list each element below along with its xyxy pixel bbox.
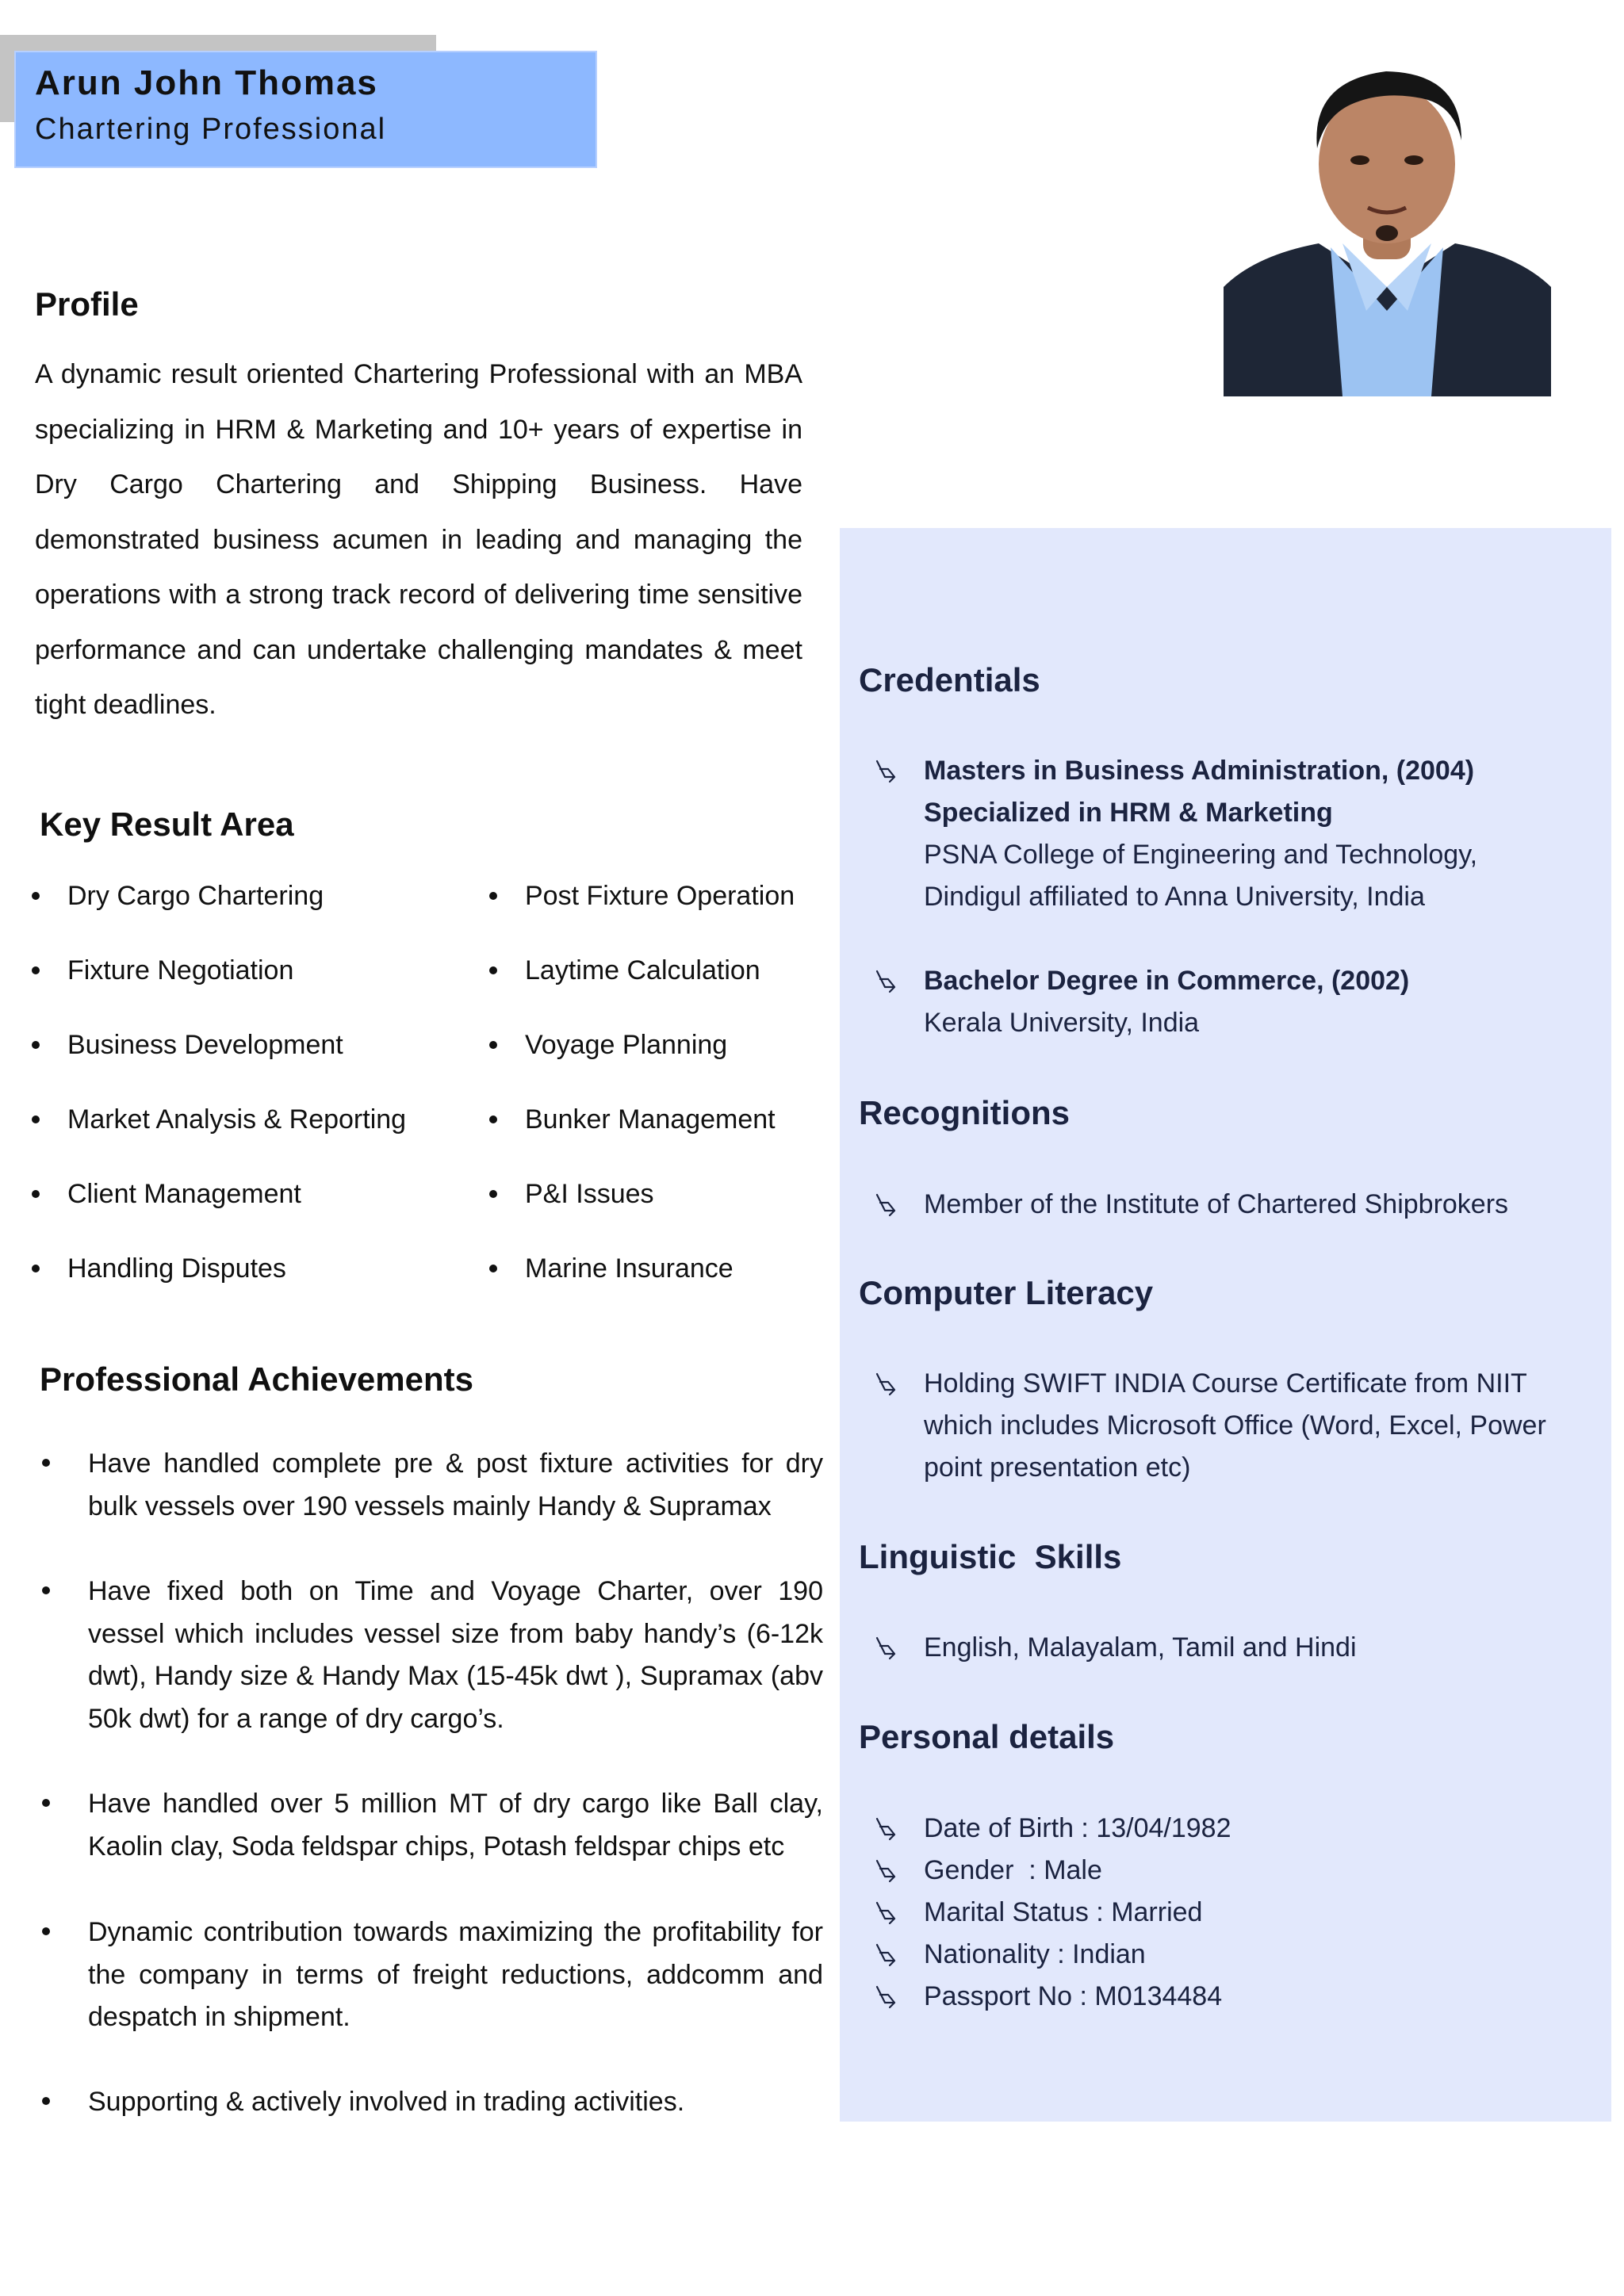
- mba-specialization: Specialized in HRM & Marketing: [924, 798, 1333, 828]
- bullet-icon: [32, 1265, 40, 1272]
- languages-item: English, Malayalam, Tamil and Hindi: [924, 1632, 1357, 1663]
- candidate-name: Arun John Thomas: [35, 63, 378, 102]
- marital-status: Marital Status : Married: [924, 1897, 1203, 1927]
- bullet-icon: [42, 1927, 50, 1935]
- recognitions-heading: Recognitions: [859, 1094, 1071, 1131]
- mba-university: Dindigul affiliated to Anna University, India: [924, 882, 1425, 912]
- person-portrait-icon: [1224, 49, 1551, 396]
- passport-number: Passport No : M0134484: [924, 1981, 1223, 2011]
- bullet-icon: [32, 1041, 40, 1049]
- nationality: Nationality : Indian: [924, 1939, 1146, 1969]
- check-arrow-icon: [872, 1635, 899, 1662]
- kra-item: [489, 1253, 822, 1284]
- check-arrow-icon: [872, 1900, 899, 1927]
- gender: Gender : Male: [924, 1855, 1102, 1885]
- achievement-item: Supporting & actively involved in trading activities.: [88, 2087, 685, 2117]
- achievement-item: Dynamic contribution towards maximizing the profitability for the company in terms of freight reductions, addcomm and despatch in shipment.: [88, 1917, 823, 2032]
- bullet-icon: [42, 1459, 50, 1467]
- profile-text: A dynamic result oriented Chartering Professional with an MBA specializing in HRM & Marketing and 10+ years of expertise in Dry Cargo Chartering and Shipping Business. Have demonstrated business acumen in leading and managing the operations with a strong track record of delivering time sensitive performance and can undertake challenging mandates & meet tight deadlines.: [35, 359, 802, 720]
- kra-item: [32, 1178, 476, 1210]
- bullet-icon: [489, 966, 497, 974]
- computer-literacy-line: which includes Microsoft Office (Word, Excel, Power: [924, 1410, 1546, 1441]
- kra-item-label: Post Fixture Operation: [525, 881, 795, 911]
- mba-degree: Masters in Business Administration, (2004): [924, 756, 1475, 786]
- credentials-heading: Credentials: [859, 661, 1040, 698]
- mba-college: PSNA College of Engineering and Technology,: [924, 840, 1478, 870]
- kra-item-label: Voyage Planning: [525, 1030, 728, 1060]
- bullet-icon: [42, 1799, 50, 1807]
- kra-item-label: Business Development: [67, 1030, 343, 1060]
- kra-item: [489, 1178, 822, 1210]
- kra-item: [32, 1029, 476, 1061]
- achievement-item: Have fixed both on Time and Voyage Charter, over 190 vessel which includes vessel size from baby handy’s (6-12k dwt), Handy size & Handy Max (15-45k dwt ), Supramax (abv 50k dwt) for a range of dry cargo’s.: [88, 1576, 823, 1734]
- kra-item-label: Bunker Management: [525, 1104, 776, 1135]
- check-arrow-icon: [872, 968, 899, 995]
- computer-literacy-line: Holding SWIFT INDIA Course Certificate from NIIT: [924, 1368, 1527, 1399]
- personal-details-heading: Personal details: [859, 1718, 1115, 1755]
- achievement-item: Have handled complete pre & post fixture activities for dry bulk vessels over 190 vessels mainly Handy & Supramax: [88, 1448, 823, 1521]
- kra-item: [32, 1253, 476, 1284]
- check-arrow-icon: [872, 758, 899, 785]
- bullet-icon: [42, 1586, 50, 1594]
- kra-item: [489, 1104, 822, 1135]
- linguistic-skills-heading: Linguistic Skills: [859, 1538, 1122, 1575]
- bullet-icon: [42, 2097, 50, 2105]
- kra-item-label: Market Analysis & Reporting: [67, 1104, 407, 1135]
- bullet-icon: [489, 1265, 497, 1272]
- recognition-item: Member of the Institute of Chartered Shipbrokers: [924, 1189, 1509, 1219]
- check-arrow-icon: [872, 1942, 899, 1969]
- kra-item: [32, 1104, 476, 1135]
- bullet-icon: [489, 892, 497, 900]
- bullet-icon: [32, 966, 40, 974]
- kra-item-label: Marine Insurance: [525, 1253, 733, 1284]
- check-arrow-icon: [872, 1816, 899, 1843]
- check-arrow-icon: [872, 1984, 899, 2011]
- achievement-item: Have handled over 5 million MT of dry cargo like Ball clay, Kaolin clay, Soda feldspar chips, Potash feldspar chips etc: [88, 1789, 823, 1862]
- kra-item-label: Fixture Negotiation: [67, 955, 294, 985]
- bcom-degree: Bachelor Degree in Commerce, (2002): [924, 966, 1410, 996]
- check-arrow-icon: [872, 1371, 899, 1398]
- bcom-university: Kerala University, India: [924, 1008, 1200, 1038]
- kra-item-label: Laytime Calculation: [525, 955, 760, 985]
- kra-item: [489, 880, 822, 912]
- kra-item-label: P&I Issues: [525, 1179, 654, 1209]
- kra-item: [489, 955, 822, 986]
- kra-item: [489, 1029, 822, 1061]
- bullet-icon: [32, 1115, 40, 1123]
- achievements-heading: Professional Achievements: [40, 1360, 473, 1398]
- candidate-title: Chartering Professional: [35, 113, 387, 146]
- kra-item-label: Handling Disputes: [67, 1253, 286, 1284]
- check-arrow-icon: [872, 1192, 899, 1219]
- kra-item: [32, 955, 476, 986]
- computer-literacy-heading: Computer Literacy: [859, 1274, 1154, 1311]
- check-arrow-icon: [872, 1858, 899, 1885]
- profile-heading: Profile: [35, 285, 139, 323]
- key-result-area-heading: Key Result Area: [40, 806, 294, 843]
- bullet-icon: [489, 1115, 497, 1123]
- kra-item-label: Dry Cargo Chartering: [67, 881, 324, 911]
- profile-photo: [1224, 49, 1551, 396]
- kra-item: [32, 880, 476, 912]
- kra-item-label: Client Management: [67, 1179, 301, 1209]
- bullet-icon: [489, 1190, 497, 1198]
- bullet-icon: [32, 892, 40, 900]
- computer-literacy-line: point presentation etc): [924, 1452, 1191, 1483]
- bullet-icon: [32, 1190, 40, 1198]
- bullet-icon: [489, 1041, 497, 1049]
- date-of-birth: Date of Birth : 13/04/1982: [924, 1813, 1231, 1843]
